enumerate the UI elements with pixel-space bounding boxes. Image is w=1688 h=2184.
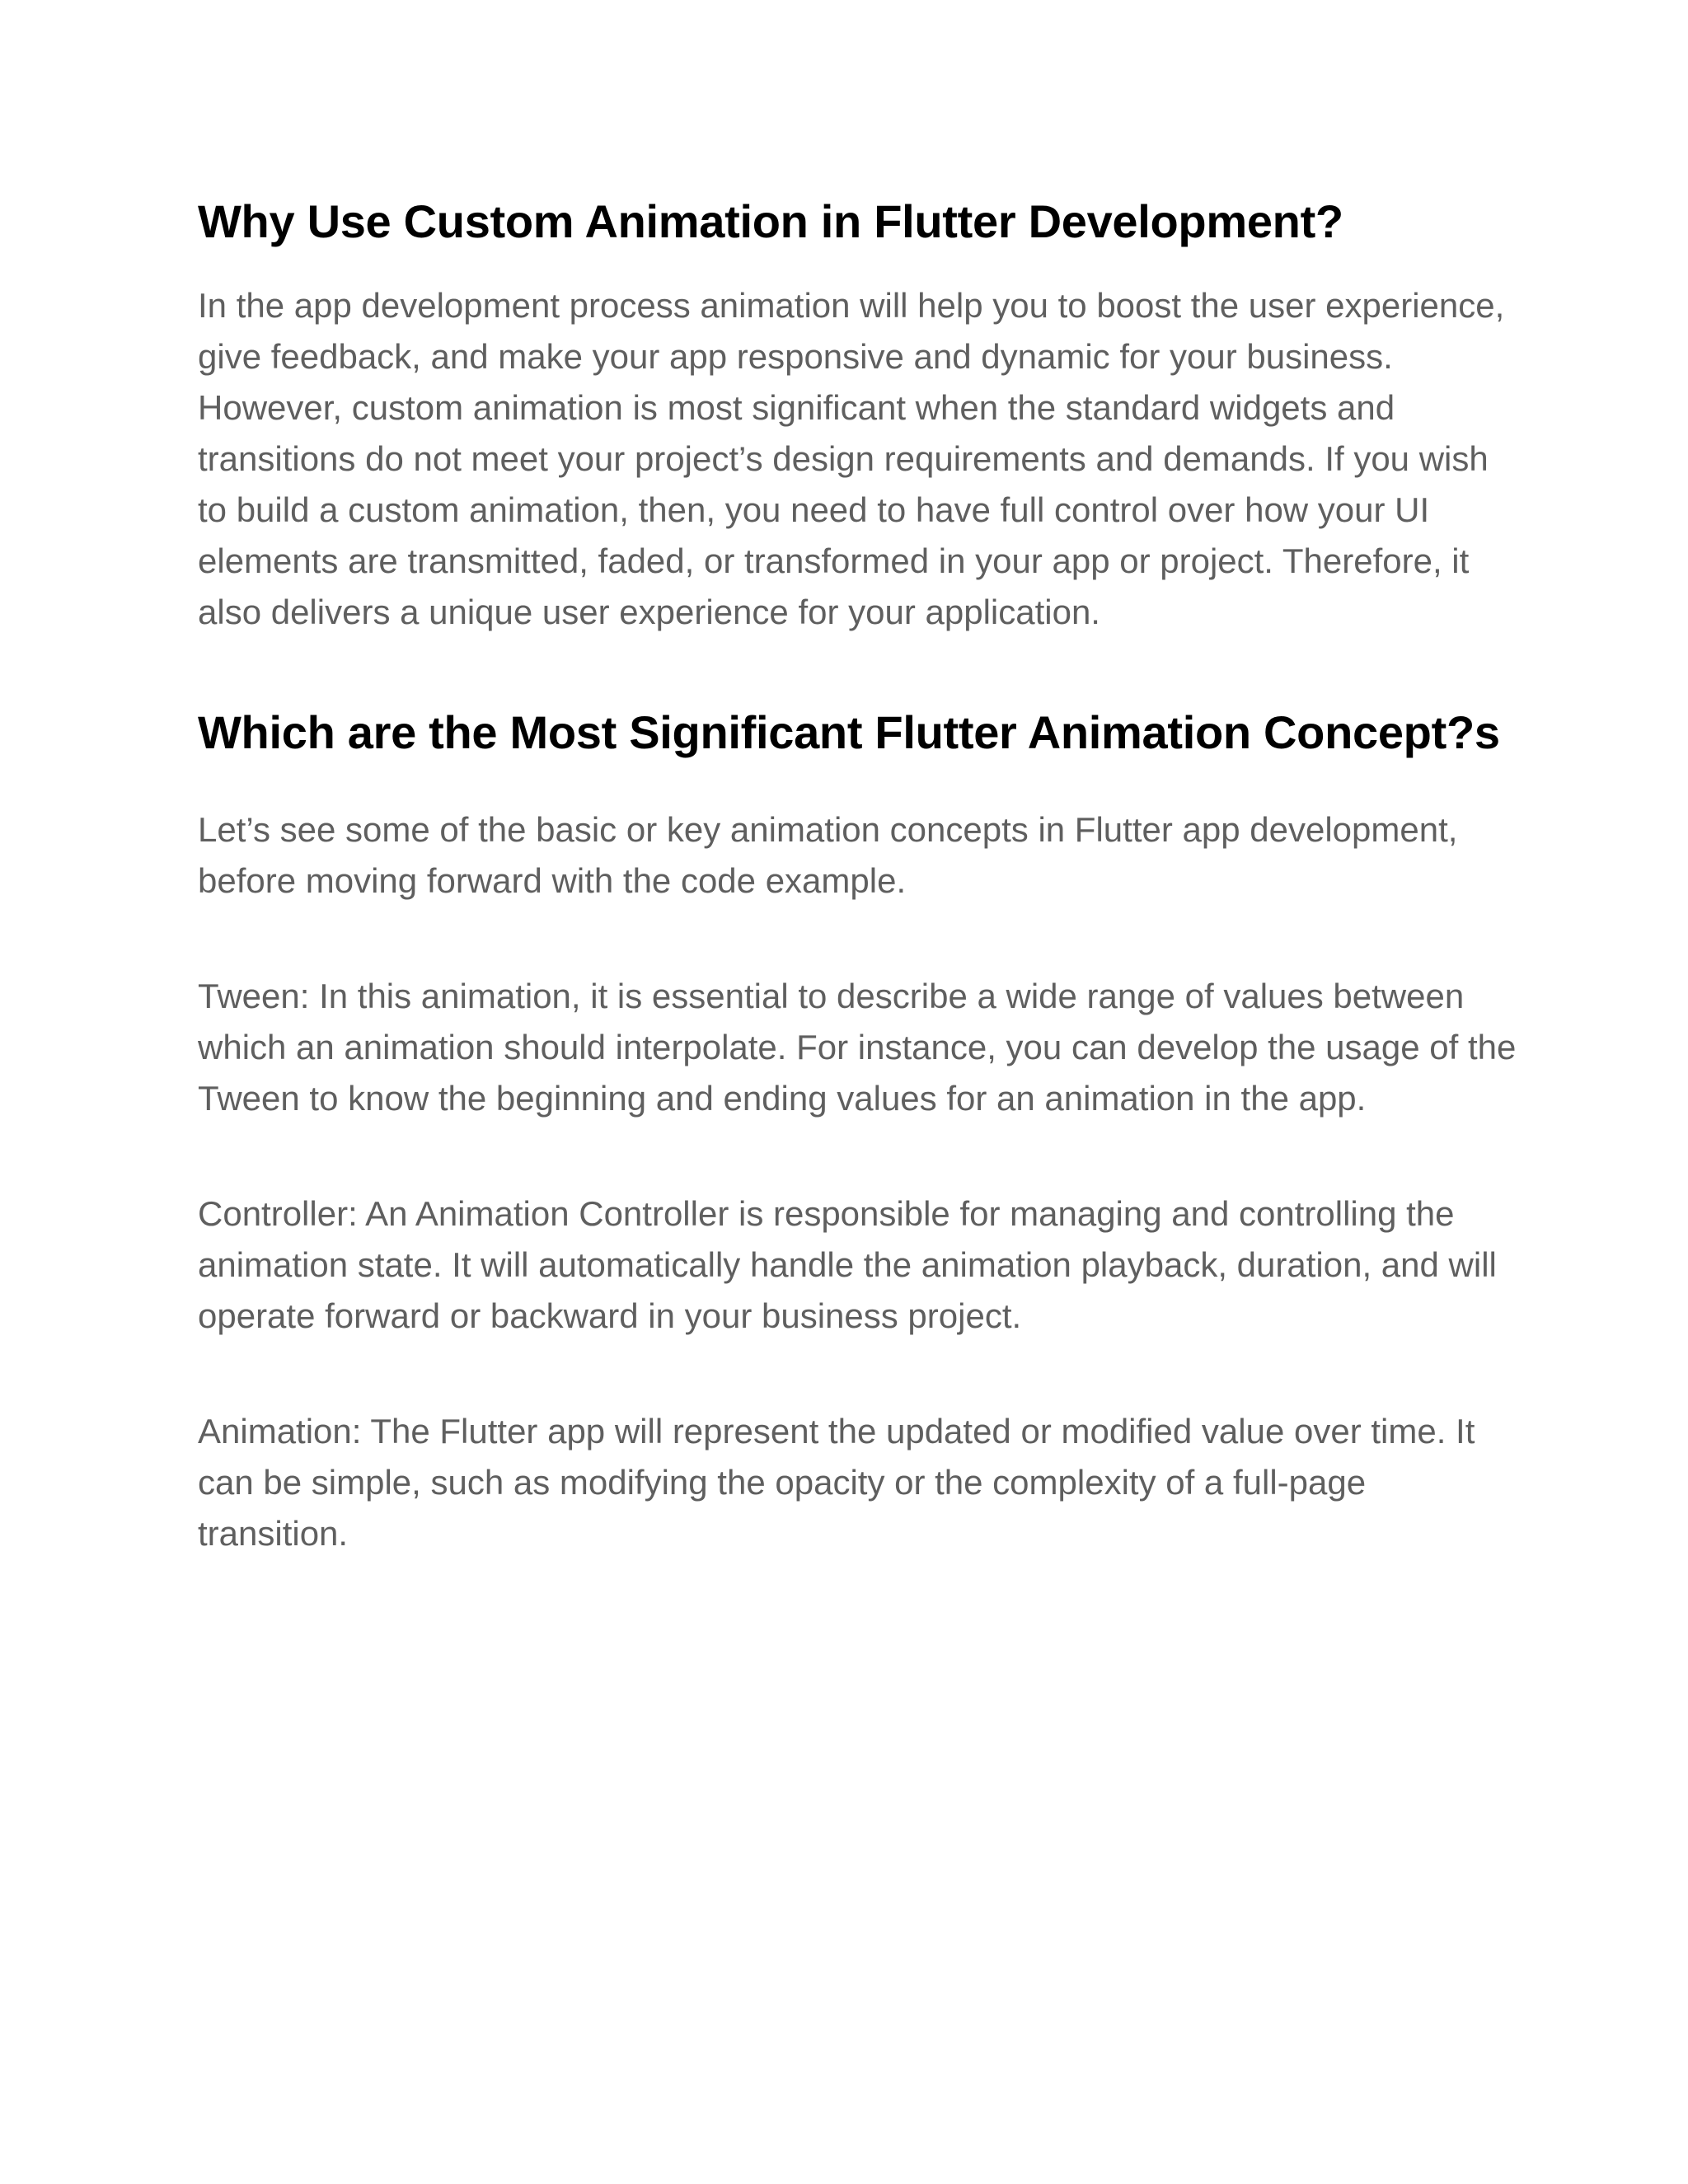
paragraph-animation: Animation: The Flutter app will represent the updated or modified value over time. It can be simple, such as modifying the opacity or the complexity of a full-page transition. xyxy=(198,1412,1475,1553)
paragraph-concepts-intro: Let’s see some of the basic or key animation concepts in Flutter app development, before moving forward with the code example. xyxy=(198,810,1458,900)
paragraph-custom-animation-intro: In the app development process animation will help you to boost the user experience, give feedback, and make your app responsive and dynamic for your business. However, custom animation is most significant when the standard widgets and transitions do not meet your project’s design requirements and demands. If you wish to build a custom animation, then, you need to have full control over how your UI elements are transmitted, faded, or transformed in your app or project. Therefore, it also delivers a unique user experience for your application. xyxy=(198,286,1505,631)
document-content xyxy=(198,190,1517,1559)
paragraph-controller: Controller: An Animation Controller is responsible for managing and controlling the animation state. It will automatically handle the animation playback, duration, and will operate forward or backward in your business project. xyxy=(198,1194,1497,1335)
section-heading-animation-concepts: Which are the Most Significant Flutter Animation Concept?s xyxy=(198,706,1500,758)
paragraph-tween: Tween: In this animation, it is essential to describe a wide range of values between which an animation should interpolate. For instance, you can develop the usage of the Tween to know the beginning and ending values for an animation in the app. xyxy=(198,977,1517,1118)
section-heading-custom-animation: Why Use Custom Animation in Flutter Development? xyxy=(198,195,1343,247)
